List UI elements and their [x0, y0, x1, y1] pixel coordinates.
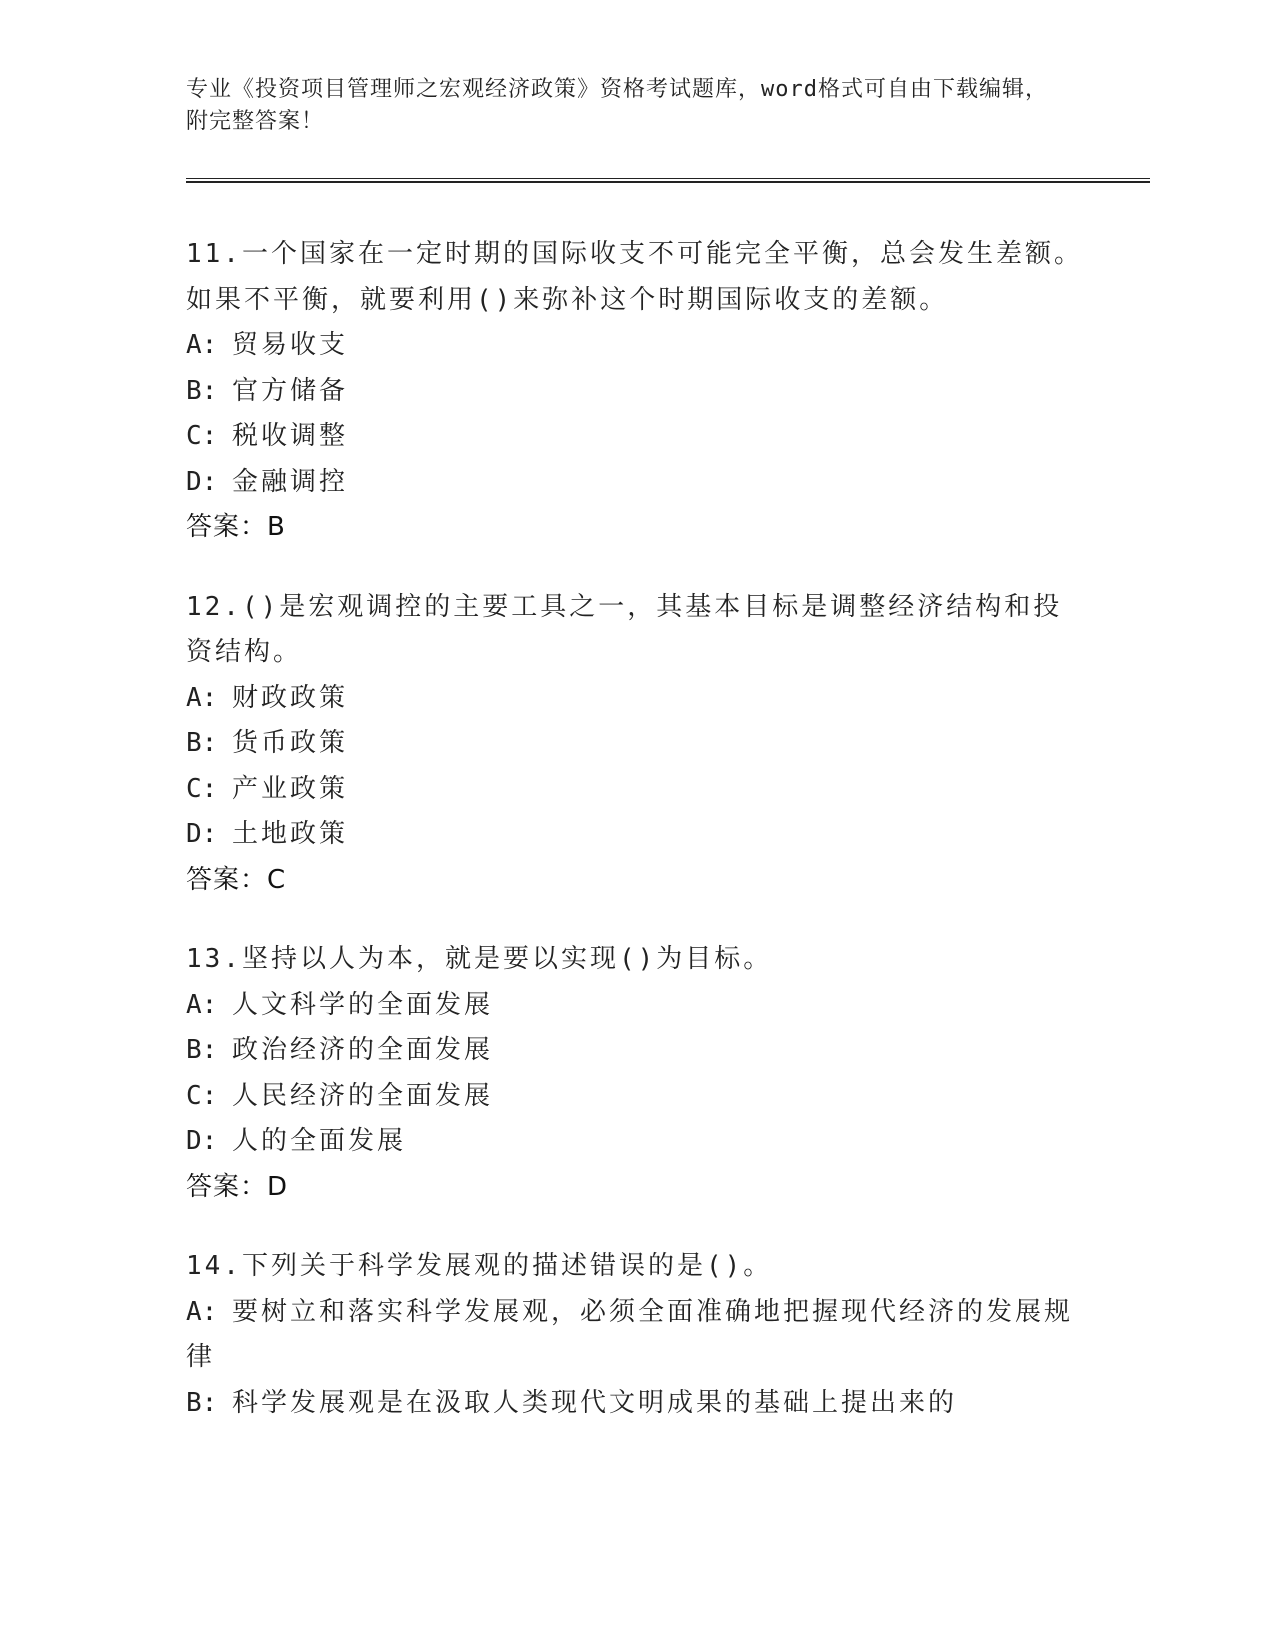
option-letter: D: — [186, 819, 218, 849]
option-c — [186, 767, 1086, 813]
option-letter: C: — [186, 773, 218, 804]
option-text: 贸易收支 — [232, 330, 349, 360]
option-text: 财政政策 — [232, 682, 349, 713]
option-letter: D: — [186, 1126, 218, 1156]
option-d — [186, 1119, 1086, 1165]
option-letter: C: — [186, 421, 218, 451]
option-text: 人文科学的全面发展 — [232, 989, 494, 1020]
option-text: 人民经济的全面发展 — [232, 1080, 494, 1111]
question-text: 14.下列关于科学发展观的描述错误的是()。 — [186, 1251, 773, 1281]
question-text: 11.一个国家在一定时期的国际收支不可能完全平衡，总会发生差额。如果不平衡，就要利用()来弥补这个时期国际收支的差额。 — [186, 239, 1083, 315]
option-text: 要树立和落实科学发展观，必须全面准确地把握现代经济的发展规律 — [186, 1296, 1074, 1372]
option-letter: A: — [186, 682, 218, 713]
option-letter: B: — [186, 1387, 218, 1418]
option-c — [186, 414, 1086, 460]
question-14 — [186, 1244, 1086, 1426]
option-a — [186, 323, 1086, 369]
option-a — [186, 1290, 1086, 1381]
option-b — [186, 721, 1086, 767]
answer-line: 答案：B — [186, 512, 286, 542]
option-letter: A: — [186, 989, 218, 1020]
option-text: 税收调整 — [232, 421, 349, 451]
question-11 — [186, 232, 1086, 551]
option-text: 金融调控 — [232, 466, 349, 497]
header-divider — [186, 178, 1150, 183]
option-c — [186, 1074, 1086, 1120]
option-text: 科学发展观是在汲取人类现代文明成果的基础上提出来的 — [232, 1387, 958, 1418]
option-text: 产业政策 — [232, 773, 349, 804]
page-header: 专业《投资项目管理师之宏观经济政策》资格考试题库，word格式可自由下载编辑，附完整答案！ — [186, 77, 1048, 134]
answer-line: 答案：C — [186, 864, 287, 895]
option-text: 政治经济的全面发展 — [232, 1035, 494, 1065]
question-text: 12.()是宏观调控的主要工具之一，其基本目标是调整经济结构和投资结构。 — [186, 591, 1063, 667]
question-text: 13.坚持以人为本，就是要以实现()为目标。 — [186, 944, 773, 974]
option-letter: B: — [186, 375, 218, 406]
question-12 — [186, 585, 1086, 904]
option-b — [186, 369, 1086, 415]
option-d — [186, 460, 1086, 506]
option-letter: B: — [186, 728, 218, 758]
option-letter: A: — [186, 330, 218, 360]
answer-line: 答案：D — [186, 1171, 289, 1202]
question-13 — [186, 937, 1086, 1210]
option-d — [186, 812, 1086, 858]
option-text: 土地政策 — [232, 819, 349, 849]
option-letter: B: — [186, 1035, 218, 1065]
option-b — [186, 1381, 1086, 1427]
option-text: 货币政策 — [232, 728, 349, 758]
option-b — [186, 1028, 1086, 1074]
option-letter: A: — [186, 1296, 218, 1327]
option-a — [186, 983, 1086, 1029]
option-letter: C: — [186, 1080, 218, 1111]
option-text: 官方储备 — [232, 375, 349, 406]
option-text: 人的全面发展 — [232, 1126, 407, 1156]
option-letter: D: — [186, 466, 218, 497]
question-list — [186, 232, 1086, 1460]
option-a — [186, 676, 1086, 722]
